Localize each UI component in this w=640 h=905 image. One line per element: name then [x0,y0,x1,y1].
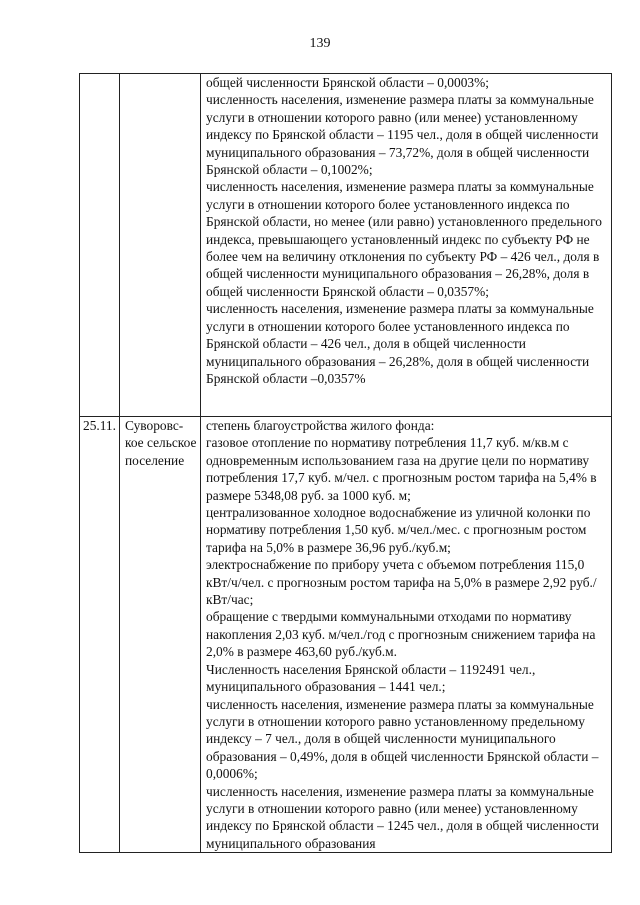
description-paragraph: численность населения, изменение размера платы за коммунальные услуги в отношении которого равно (или менее) установленному индексу по Брянской области – 1245 чел., доля в общей численности муниципального образования [206,783,599,851]
row-number-cell [80,74,120,417]
description-paragraph: обращение с твердыми коммунальными отходами по нормативу накопления 2,03 куб. м/чел./год с прогнозным снижением тарифа на 2,0% в размере 463,60 руб./куб.м. [206,609,596,660]
description-paragraph: численность населения, изменение размера платы за коммунальные услуги в отношении которого более установленного индекса по Брянской области – 426 чел., доля в общей численности муниципального образования – 26,28%, доля в общей численности Брянской области –0,0357% [206,301,594,386]
description-paragraph: электроснабжение по прибору учета с объемом потребления 115,0 кВт/ч/чел. с прогнозным ростом тарифа на 5,0% в размере 2,92 руб./кВт/час; [206,557,597,608]
row-number-cell: 25.11. [80,417,120,853]
description-paragraph: газовое отопление по нормативу потребления 11,7 куб. м/кв.м с одновременным использованием газа на другие цели по нормативу потребления 17,7 куб. м/чел. с прогнозным ростом тарифа на 5,4% в размере 5348,08 руб. за 1000 куб. м; [206,435,597,503]
description-paragraph: численность населения, изменение размера платы за коммунальные услуги в отношении которого равно (или менее) установленному индексу по Брянской области – 1195 чел., доля в общей численности муниципального образования – 73,72%, доля в общей численности Брянской области – 0,1002%; [206,92,599,178]
description-paragraph: численность населения, изменение размера платы за коммунальные услуги в отношении которого равно установленному предельному индексу – 7 чел., доля в общей численности муниципального образования – 0,49%, доля в общей численности Брянской области – 0,0006%; [206,696,599,782]
table-row [80,74,612,417]
description-paragraph: централизованное холодное водоснабжение из уличной колонки по нормативу потребления 1,50 куб. м/чел./мес. с прогнозным ростом тарифа на 5,0% в размере 36,96 руб./куб.м; [206,505,591,555]
municipality-name-cell [120,74,201,417]
description-cell [201,417,612,853]
description-paragraph: степень благоустройства жилого фонда: [206,418,435,433]
table-row [80,417,612,853]
description-paragraph: Численность населения Брянской области – 1192491 чел., муниципального образования – 1441 чел.; [206,661,536,695]
description-cell [201,74,612,417]
municipality-name-cell: Суворовс-кое сельское поселение [120,417,201,853]
description-paragraph: общей численности Брянской области – 0,0003%; [206,75,489,90]
document-table [79,73,612,853]
description-paragraph: численность населения, изменение размера платы за коммунальные услуги в отношении которого более установленного индекса по Брянской области, но менее (или равно) установленного предельного индекса, превышающего установленный индекс по субъекту РФ не более чем на величину отклонения по субъекту РФ – 426 чел., доля в общей численности муниципального образования – 26,28%, доля в общей численности Брянской области – 0,0357%; [206,179,602,299]
page-number: 139 [309,36,331,51]
